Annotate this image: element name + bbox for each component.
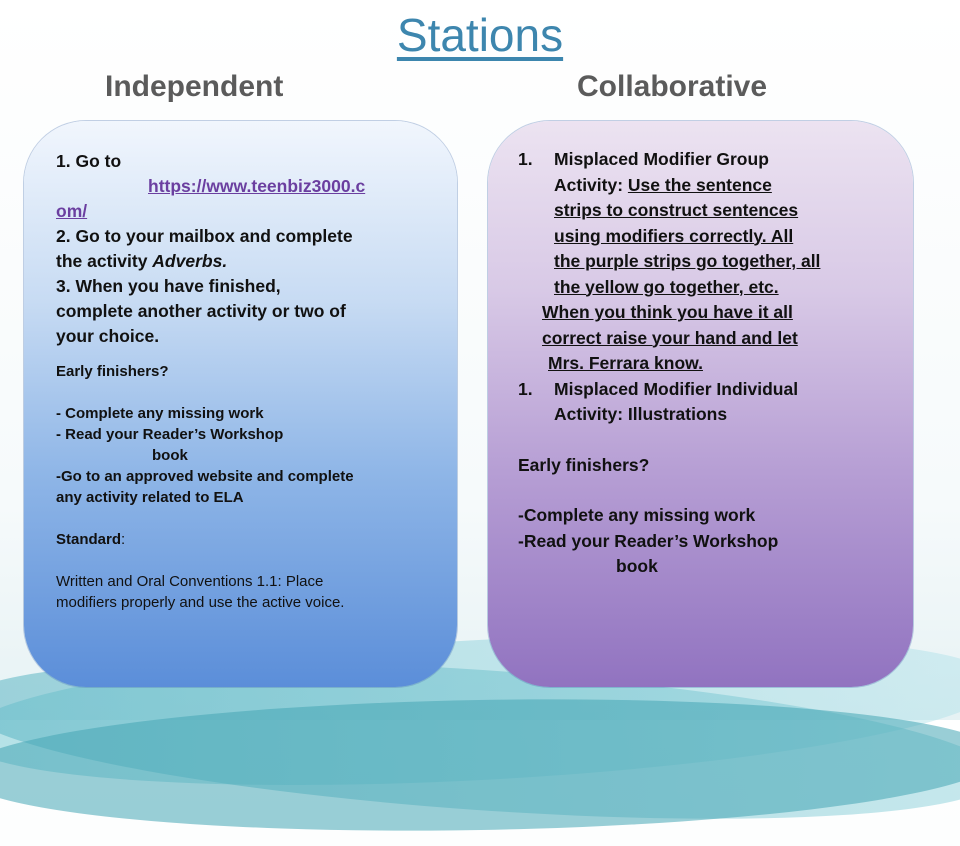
list-item-text: the purple strips go together, all — [554, 251, 821, 271]
early-finishers-label: Early finishers? — [56, 363, 169, 380]
standard-label — [56, 529, 427, 550]
list-item — [518, 377, 891, 403]
list-item-cont — [518, 173, 891, 199]
list-item: -Complete any missing work — [518, 505, 756, 525]
step-3-cont: your choice. — [56, 326, 160, 346]
step-3-cont: complete another activity or two of — [56, 301, 346, 321]
independent-panel — [24, 121, 457, 687]
list-item-text: Misplaced Modifier Individual — [554, 378, 799, 399]
list-item-cont — [518, 198, 891, 224]
list-item-text: Use the sentence — [627, 174, 772, 195]
list-item: - Complete any missing work — [56, 405, 264, 422]
instruction-text: correct raise your hand and let — [542, 327, 798, 348]
step-1 — [56, 149, 427, 174]
list-number: 1. — [518, 149, 533, 169]
step-2-cont — [56, 249, 427, 274]
heading-independent: Independent — [105, 70, 284, 103]
instruction-line — [518, 300, 891, 326]
instruction-text: When you think you have it all — [542, 302, 793, 322]
standard-text: modifiers properly and use the active voice. — [56, 594, 345, 611]
heading-collaborative: Collaborative — [577, 70, 768, 103]
list-item-cont — [518, 249, 891, 275]
list-item — [518, 147, 891, 173]
step-2-text: the activity — [56, 251, 153, 271]
list-item-cont — [518, 224, 891, 250]
teenbiz-link-line — [56, 199, 427, 224]
list-item-cont — [518, 402, 891, 428]
standard-text: Written and Oral Conventions 1.1: Place — [56, 573, 324, 590]
teenbiz-link[interactable]: https://www.teenbiz3000.c — [148, 176, 366, 196]
list-item-cont: any activity related to ELA — [56, 489, 244, 506]
instruction-line — [518, 351, 891, 377]
teenbiz-link-line — [56, 174, 427, 199]
step-1-text: 1. Go to — [56, 151, 122, 171]
list-item: -Read your Reader’s Workshop — [518, 530, 779, 551]
list-item-cont: book — [152, 447, 188, 464]
adverbs-activity: Adverbs. — [152, 251, 228, 271]
list-item: - Read your Reader’s Workshop — [56, 426, 284, 443]
instruction-line — [518, 326, 891, 352]
list-item: -Go to an approved website and complete — [56, 468, 354, 485]
step-3: 3. When you have finished, — [56, 276, 281, 296]
list-item-text: Activity: — [554, 174, 628, 195]
standard-colon: : — [121, 531, 126, 548]
list-item-text: Misplaced Modifier Group — [554, 149, 769, 169]
list-item-text: the yellow go together, etc. — [554, 276, 779, 297]
slide-title: Stations — [396, 9, 564, 61]
teenbiz-link[interactable]: om/ — [56, 201, 88, 221]
list-number: 1. — [518, 378, 533, 399]
standard-label-text: Standard — [56, 531, 122, 548]
list-item-cont: book — [616, 556, 658, 576]
list-item-text: using modifiers correctly. All — [554, 225, 794, 246]
step-2: 2. Go to your mailbox and complete — [56, 226, 353, 246]
list-item-text: Activity: Illustrations — [554, 404, 728, 424]
early-finishers-label: Early finishers? — [518, 454, 650, 475]
list-item-text: strips to construct sentences — [554, 200, 799, 220]
instruction-text: Mrs. Ferrara know. — [548, 353, 703, 373]
collaborative-panel — [488, 121, 913, 687]
list-item-cont — [518, 275, 891, 301]
